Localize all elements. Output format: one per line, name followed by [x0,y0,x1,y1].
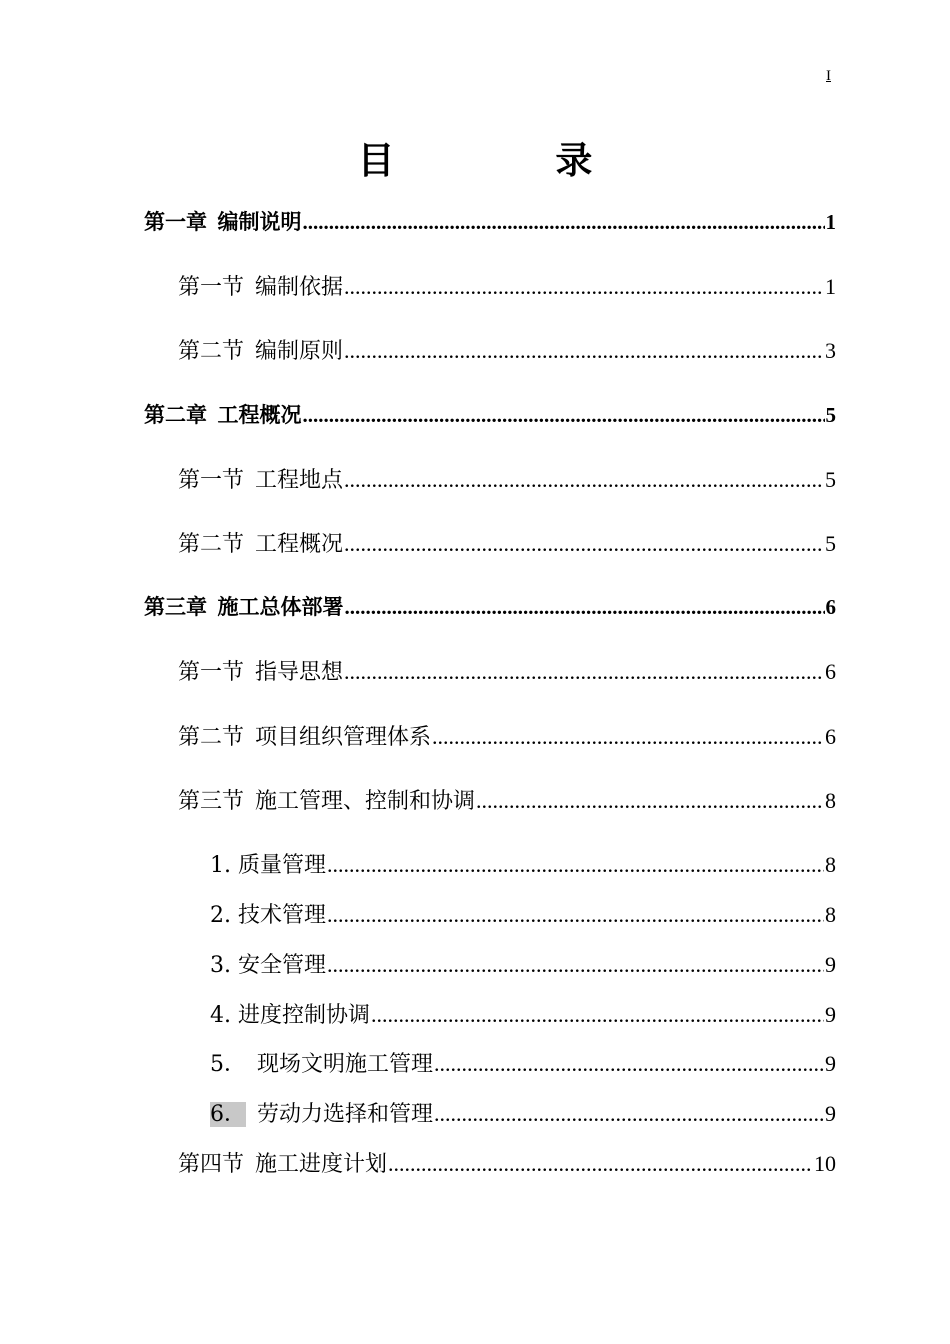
toc-entry-subsection[interactable] [210,1047,836,1078]
entry-page-number: 5 [825,531,836,556]
entry-number: 第一节 [178,275,245,300]
entry-text: 施工总体部署 [217,595,344,619]
entry-label [210,898,326,929]
entry-page-number: 1 [825,274,836,299]
entry-label [178,784,475,815]
entry-separator [244,468,255,493]
toc-entry-subsection[interactable] [210,998,836,1029]
entry-text: 施工管理、控制和协调 [255,789,476,814]
toc-entry-section[interactable] [178,1147,836,1178]
entry-separator [244,725,255,750]
entry-number: 4. [210,1003,231,1028]
entry-number: 第三章 [144,595,207,619]
entry-separator [207,595,218,619]
entry-text: 安全管理 [238,953,327,978]
entry-number: 第二节 [178,532,245,557]
entry-page-number: 6 [825,659,836,684]
toc-entry-section[interactable] [178,720,836,751]
toc-entry-section[interactable] [178,527,836,558]
toc-title: 目 录 [357,139,667,182]
entry-page-number: 3 [825,338,836,363]
entry-text: 技术管理 [238,903,327,928]
toc-entry-subsection[interactable] [210,948,836,979]
entry-separator [231,853,238,878]
entry-text: 质量管理 [238,853,327,878]
entry-page-number: 9 [825,1002,836,1027]
entry-text: 进度控制协调 [238,1003,371,1028]
dot-leader [344,467,824,493]
dot-leader [303,210,825,235]
entry-number: 第一节 [178,468,245,493]
dot-leader [344,338,824,364]
entry-number: 3. [210,953,231,978]
entry-number: 5． [210,1052,246,1077]
entry-number: 第四节 [178,1152,245,1177]
toc-entry-section[interactable] [178,270,836,301]
entry-label [178,1147,387,1178]
entry-separator [207,403,218,427]
entry-page-number: 6 [825,724,836,749]
entry-separator [246,1052,257,1077]
entry-label [210,848,326,879]
entry-page-number: 5 [825,467,836,492]
entry-text: 指导思想 [255,660,344,685]
entry-text: 编制依据 [255,275,344,300]
entry-text: 劳动力选择和管理 [257,1102,434,1127]
entry-number: 1. [210,853,231,878]
entry-label [178,334,343,365]
dot-leader [434,1051,824,1077]
dot-leader [303,403,825,428]
dot-leader [434,1101,824,1127]
entry-number: 第三节 [178,789,245,814]
entry-label [178,655,343,686]
dot-leader [327,852,824,878]
toc-entry-chapter[interactable] [144,206,836,236]
entry-number: 第二节 [178,339,245,364]
entry-label [210,1047,433,1078]
entry-separator [244,1152,255,1177]
entry-separator [207,210,218,234]
dot-leader [344,274,824,300]
dot-leader [371,1002,824,1028]
entry-number: 第二章 [144,403,207,427]
entry-label [210,948,326,979]
entry-label [178,463,343,494]
dot-leader [476,788,824,814]
entry-separator [231,1003,238,1028]
entry-label [178,270,343,301]
entry-label [178,527,343,558]
entry-page-number: 9 [825,952,836,977]
entry-number: 第二节 [178,725,245,750]
entry-label [210,998,370,1029]
entry-label [210,1097,433,1128]
toc-entry-subsection[interactable] [210,848,836,879]
entry-page-number: 8 [825,852,836,877]
entry-number: 第一章 [144,210,207,234]
entry-text: 工程概况 [217,403,302,427]
entry-separator [231,953,238,978]
dot-leader [432,724,824,750]
entry-page-number: 5 [825,403,836,427]
toc-entry-subsection[interactable] [210,1097,836,1128]
entry-text: 现场文明施工管理 [257,1052,434,1077]
toc-entry-section[interactable] [178,334,836,365]
toc-entry-section[interactable] [178,463,836,494]
entry-separator [244,532,255,557]
entry-text: 编制说明 [217,210,302,234]
entry-page-number: 9 [825,1051,836,1076]
entry-number: 2. [210,903,231,928]
entry-separator [244,275,255,300]
entry-text: 工程概况 [255,532,344,557]
dot-leader [327,902,824,928]
entry-page-number: 8 [825,902,836,927]
entry-page-number: 6 [825,595,836,619]
entry-separator [244,789,255,814]
entry-text: 施工进度计划 [255,1152,388,1177]
entry-separator [246,1102,257,1127]
entry-text: 编制原则 [255,339,344,364]
entry-label [178,720,431,751]
page-number: I [826,68,831,84]
entry-page-number: 9 [825,1101,836,1126]
dot-leader [344,531,824,557]
entry-separator [244,339,255,364]
toc-entry-chapter[interactable] [144,591,836,621]
dot-leader [388,1151,813,1177]
entry-separator [231,903,238,928]
dot-leader [344,659,824,685]
entry-label [144,399,302,429]
entry-page-number: 10 [814,1151,836,1176]
toc-entry-section[interactable] [178,655,836,686]
entry-page-number: 1 [825,210,836,234]
entry-number: 第一节 [178,660,245,685]
entry-page-number: 8 [825,788,836,813]
entry-text: 工程地点 [255,468,344,493]
toc-entry-chapter[interactable] [144,399,836,429]
toc-entry-subsection[interactable] [210,898,836,929]
entry-label [144,591,344,621]
entry-number: 6． [210,1102,246,1127]
entry-text: 项目组织管理体系 [255,725,432,750]
entry-label [144,206,302,236]
dot-leader [327,952,824,978]
entry-separator [244,660,255,685]
toc-entry-section[interactable] [178,784,836,815]
dot-leader [345,595,825,620]
